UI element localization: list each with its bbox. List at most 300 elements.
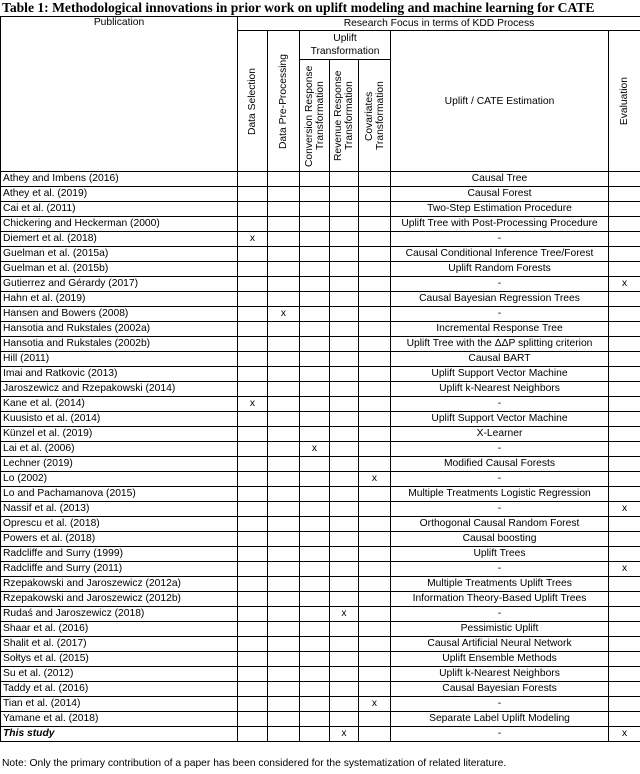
mark-cell: x — [268, 307, 300, 322]
table-row — [1, 307, 640, 322]
mark-cell: x — [609, 277, 640, 292]
publication-cell: Hill (2011) — [1, 352, 238, 367]
mark-cell — [300, 502, 330, 517]
mark-cell — [268, 247, 300, 262]
mark-cell — [359, 592, 391, 607]
mark-cell — [609, 682, 640, 697]
mark-cell — [300, 247, 330, 262]
table-row — [1, 262, 640, 277]
mark-cell — [330, 697, 359, 712]
table-row — [1, 487, 640, 502]
mark-cell — [359, 652, 391, 667]
mark-cell — [359, 727, 391, 742]
mark-cell — [268, 622, 300, 637]
table-row — [1, 547, 640, 562]
data-selection-header: Data Selection — [238, 31, 268, 172]
mark-cell — [300, 397, 330, 412]
publication-cell: Hansen and Bowers (2008) — [1, 307, 238, 322]
table-row — [1, 247, 640, 262]
footnote: Note: Only the primary contribution of a paper has been considered for the systematization of related literature. — [2, 758, 507, 769]
publication-cell: Künzel et al. (2019) — [1, 427, 238, 442]
table-row — [1, 592, 640, 607]
mark-cell — [359, 307, 391, 322]
mark-cell — [238, 382, 268, 397]
table-row — [1, 277, 640, 292]
publication-cell: Radcliffe and Surry (1999) — [1, 547, 238, 562]
mark-cell — [300, 487, 330, 502]
mark-cell — [268, 517, 300, 532]
table-row — [1, 322, 640, 337]
revenue-response-header: Revenue Response Transformation — [330, 60, 359, 172]
mark-cell — [238, 202, 268, 217]
mark-cell — [300, 682, 330, 697]
mark-cell — [238, 652, 268, 667]
table-row — [1, 697, 640, 712]
mark-cell — [609, 397, 640, 412]
mark-cell — [268, 292, 300, 307]
mark-cell — [268, 532, 300, 547]
table-row — [1, 682, 640, 697]
publication-cell: Chickering and Heckerman (2000) — [1, 217, 238, 232]
mark-cell — [609, 457, 640, 472]
mark-cell — [359, 262, 391, 277]
mark-cell — [330, 307, 359, 322]
mark-cell — [359, 412, 391, 427]
mark-cell — [330, 292, 359, 307]
estimation-cell: Uplift Support Vector Machine — [391, 412, 609, 427]
mark-cell — [330, 472, 359, 487]
mark-cell — [238, 457, 268, 472]
estimation-cell: Uplift Tree with Post-Processing Procedure — [391, 217, 609, 232]
mark-cell — [359, 397, 391, 412]
mark-cell — [238, 562, 268, 577]
mark-cell — [300, 637, 330, 652]
mark-cell — [330, 712, 359, 727]
mark-cell — [238, 322, 268, 337]
estimation-cell: Multiple Treatments Logistic Regression — [391, 487, 609, 502]
estimation-cell: Uplift Tree with the ΔΔP splitting criterion — [391, 337, 609, 352]
table-row — [1, 352, 640, 367]
estimation-cell: - — [391, 397, 609, 412]
mark-cell — [300, 427, 330, 442]
publication-cell: Taddy et al. (2016) — [1, 682, 238, 697]
mark-cell — [268, 187, 300, 202]
table-row — [1, 367, 640, 382]
mark-cell — [330, 217, 359, 232]
table-row — [1, 427, 640, 442]
mark-cell — [268, 277, 300, 292]
mark-cell — [238, 427, 268, 442]
mark-cell — [300, 352, 330, 367]
mark-cell — [268, 457, 300, 472]
mark-cell — [359, 352, 391, 367]
mark-cell — [268, 547, 300, 562]
mark-cell — [609, 607, 640, 622]
mark-cell: x — [300, 442, 330, 457]
mark-cell — [268, 232, 300, 247]
mark-cell — [300, 532, 330, 547]
estimation-cell: Causal Bayesian Forests — [391, 682, 609, 697]
mark-cell — [300, 727, 330, 742]
mark-cell — [609, 472, 640, 487]
mark-cell — [359, 517, 391, 532]
mark-cell: x — [238, 232, 268, 247]
evaluation-header: Evaluation — [609, 31, 640, 172]
mark-cell — [268, 637, 300, 652]
table-row — [1, 172, 640, 187]
mark-cell — [609, 337, 640, 352]
uplift-cate-header: Uplift / CATE Estimation — [391, 31, 609, 172]
mark-cell — [330, 487, 359, 502]
table-row — [1, 622, 640, 637]
mark-cell — [238, 547, 268, 562]
table-row — [1, 202, 640, 217]
mark-cell: x — [609, 502, 640, 517]
mark-cell: x — [330, 727, 359, 742]
mark-cell — [238, 172, 268, 187]
estimation-cell: Uplift Random Forests — [391, 262, 609, 277]
mark-cell — [268, 607, 300, 622]
mark-cell: x — [330, 607, 359, 622]
mark-cell — [330, 532, 359, 547]
mark-cell — [300, 517, 330, 532]
mark-cell — [238, 487, 268, 502]
mark-cell — [330, 502, 359, 517]
table-row — [1, 472, 640, 487]
mark-cell — [359, 622, 391, 637]
publication-header: Publication — [1, 17, 238, 172]
mark-cell — [359, 532, 391, 547]
mark-cell — [238, 502, 268, 517]
mark-cell — [238, 697, 268, 712]
mark-cell — [268, 727, 300, 742]
mark-cell — [330, 262, 359, 277]
mark-cell — [238, 247, 268, 262]
mark-cell — [238, 367, 268, 382]
publication-cell: Shaar et al. (2016) — [1, 622, 238, 637]
mark-cell — [359, 502, 391, 517]
mark-cell — [268, 682, 300, 697]
mark-cell — [238, 577, 268, 592]
mark-cell — [609, 412, 640, 427]
estimation-cell: - — [391, 727, 609, 742]
mark-cell — [268, 412, 300, 427]
mark-cell — [268, 577, 300, 592]
mark-cell — [330, 322, 359, 337]
mark-cell — [268, 592, 300, 607]
mark-cell — [238, 412, 268, 427]
mark-cell — [238, 532, 268, 547]
mark-cell — [330, 412, 359, 427]
mark-cell — [330, 277, 359, 292]
mark-cell — [300, 367, 330, 382]
publication-cell: Radcliffe and Surry (2011) — [1, 562, 238, 577]
mark-cell — [300, 187, 330, 202]
estimation-cell: - — [391, 277, 609, 292]
table-title: Table 1: Methodological innovations in prior work on uplift modeling and machine learning for CATE — [2, 0, 595, 15]
mark-cell — [330, 397, 359, 412]
mark-cell — [609, 517, 640, 532]
mark-cell — [609, 622, 640, 637]
mark-cell — [330, 682, 359, 697]
mark-cell — [359, 712, 391, 727]
mark-cell — [268, 172, 300, 187]
mark-cell — [300, 232, 330, 247]
mark-cell — [330, 172, 359, 187]
mark-cell — [300, 577, 330, 592]
mark-cell — [238, 337, 268, 352]
mark-cell — [238, 262, 268, 277]
publication-cell: Athey and Imbens (2016) — [1, 172, 238, 187]
mark-cell — [359, 277, 391, 292]
mark-cell — [300, 457, 330, 472]
mark-cell — [359, 187, 391, 202]
table-body — [1, 172, 640, 742]
mark-cell — [609, 652, 640, 667]
estimation-cell: Modified Causal Forests — [391, 457, 609, 472]
estimation-cell: Causal Forest — [391, 187, 609, 202]
mark-cell — [609, 232, 640, 247]
mark-cell — [300, 292, 330, 307]
table-row — [1, 217, 640, 232]
mark-cell — [330, 442, 359, 457]
mark-cell — [300, 607, 330, 622]
table-row — [1, 337, 640, 352]
mark-cell — [300, 712, 330, 727]
uplift-transformation-header: Uplift Transformation — [300, 31, 391, 60]
mark-cell — [300, 472, 330, 487]
mark-cell — [609, 352, 640, 367]
estimation-cell: - — [391, 607, 609, 622]
publication-cell: Rzepakowski and Jaroszewicz (2012a) — [1, 577, 238, 592]
estimation-cell: Orthogonal Causal Random Forest — [391, 517, 609, 532]
mark-cell — [238, 607, 268, 622]
publication-cell: Lai et al. (2006) — [1, 442, 238, 457]
mark-cell — [359, 367, 391, 382]
table-row — [1, 397, 640, 412]
estimation-cell: Pessimistic Uplift — [391, 622, 609, 637]
mark-cell — [609, 577, 640, 592]
covariates-header: Covariates Transformation — [359, 60, 391, 172]
mark-cell — [359, 547, 391, 562]
table-row — [1, 532, 640, 547]
publication-cell: Hansotia and Rukstales (2002b) — [1, 337, 238, 352]
mark-cell — [238, 307, 268, 322]
mark-cell — [268, 322, 300, 337]
literature-table — [0, 16, 640, 742]
mark-cell — [609, 307, 640, 322]
mark-cell — [268, 352, 300, 367]
mark-cell — [268, 337, 300, 352]
mark-cell — [609, 592, 640, 607]
mark-cell: x — [609, 727, 640, 742]
mark-cell: x — [609, 562, 640, 577]
conversion-response-header: Conversion Response Transformation — [300, 60, 330, 172]
mark-cell — [238, 712, 268, 727]
mark-cell — [300, 622, 330, 637]
publication-cell: Jaroszewicz and Rzepakowski (2014) — [1, 382, 238, 397]
estimation-cell: Causal boosting — [391, 532, 609, 547]
publication-cell: Lo (2002) — [1, 472, 238, 487]
mark-cell — [359, 577, 391, 592]
estimation-cell: - — [391, 232, 609, 247]
mark-cell — [609, 382, 640, 397]
mark-cell — [238, 352, 268, 367]
mark-cell — [609, 217, 640, 232]
estimation-cell: Causal Artificial Neural Network — [391, 637, 609, 652]
mark-cell — [609, 697, 640, 712]
mark-cell — [268, 652, 300, 667]
mark-cell — [268, 667, 300, 682]
mark-cell: x — [359, 472, 391, 487]
mark-cell — [300, 412, 330, 427]
publication-cell: Athey et al. (2019) — [1, 187, 238, 202]
mark-cell — [330, 247, 359, 262]
estimation-cell: Two-Step Estimation Procedure — [391, 202, 609, 217]
estimation-cell: Causal Conditional Inference Tree/Forest — [391, 247, 609, 262]
mark-cell — [268, 262, 300, 277]
mark-cell — [330, 517, 359, 532]
mark-cell — [238, 667, 268, 682]
publication-cell: Sołtys et al. (2015) — [1, 652, 238, 667]
publication-cell: Guelman et al. (2015b) — [1, 262, 238, 277]
mark-cell — [268, 487, 300, 502]
publication-cell: Rudaś and Jaroszewicz (2018) — [1, 607, 238, 622]
mark-cell — [238, 442, 268, 457]
estimation-cell: - — [391, 562, 609, 577]
mark-cell — [300, 202, 330, 217]
mark-cell — [330, 337, 359, 352]
mark-cell — [300, 172, 330, 187]
publication-cell: Lo and Pachamanova (2015) — [1, 487, 238, 502]
mark-cell — [238, 187, 268, 202]
estimation-cell: Separate Label Uplift Modeling — [391, 712, 609, 727]
mark-cell — [300, 322, 330, 337]
mark-cell — [330, 667, 359, 682]
mark-cell — [268, 397, 300, 412]
mark-cell — [300, 382, 330, 397]
estimation-cell: - — [391, 442, 609, 457]
mark-cell — [268, 697, 300, 712]
estimation-cell: - — [391, 472, 609, 487]
mark-cell — [268, 712, 300, 727]
estimation-cell: Uplift k-Nearest Neighbors — [391, 667, 609, 682]
mark-cell — [609, 667, 640, 682]
mark-cell — [268, 562, 300, 577]
mark-cell — [359, 247, 391, 262]
mark-cell — [300, 547, 330, 562]
publication-cell: Tian et al. (2014) — [1, 697, 238, 712]
mark-cell — [359, 322, 391, 337]
mark-cell — [300, 652, 330, 667]
mark-cell — [300, 262, 330, 277]
publication-cell: This study — [1, 727, 238, 742]
mark-cell — [238, 292, 268, 307]
mark-cell — [609, 367, 640, 382]
publication-cell: Kuusisto et al. (2014) — [1, 412, 238, 427]
mark-cell — [300, 277, 330, 292]
mark-cell — [359, 382, 391, 397]
mark-cell — [268, 367, 300, 382]
mark-cell — [238, 277, 268, 292]
mark-cell — [330, 367, 359, 382]
publication-cell: Hahn et al. (2019) — [1, 292, 238, 307]
publication-cell: Oprescu et al. (2018) — [1, 517, 238, 532]
estimation-cell: Information Theory-Based Uplift Trees — [391, 592, 609, 607]
estimation-cell: X-Learner — [391, 427, 609, 442]
publication-cell: Diemert et al. (2018) — [1, 232, 238, 247]
mark-cell — [359, 487, 391, 502]
table-row — [1, 577, 640, 592]
research-focus-header: Research Focus in terms of KDD Process — [238, 17, 640, 31]
mark-cell — [609, 487, 640, 502]
publication-cell: Cai et al. (2011) — [1, 202, 238, 217]
mark-cell — [238, 592, 268, 607]
estimation-cell: Causal BART — [391, 352, 609, 367]
mark-cell — [268, 382, 300, 397]
mark-cell — [359, 607, 391, 622]
mark-cell — [300, 337, 330, 352]
publication-cell: Guelman et al. (2015a) — [1, 247, 238, 262]
table-row — [1, 727, 640, 742]
mark-cell — [300, 307, 330, 322]
mark-cell — [609, 547, 640, 562]
mark-cell — [609, 292, 640, 307]
estimation-cell: Uplift Support Vector Machine — [391, 367, 609, 382]
mark-cell — [268, 217, 300, 232]
table-row — [1, 607, 640, 622]
mark-cell — [330, 577, 359, 592]
mark-cell — [330, 562, 359, 577]
estimation-cell: - — [391, 697, 609, 712]
table-row — [1, 232, 640, 247]
mark-cell — [330, 382, 359, 397]
mark-cell — [268, 202, 300, 217]
mark-cell — [238, 622, 268, 637]
mark-cell — [359, 457, 391, 472]
mark-cell — [330, 547, 359, 562]
estimation-cell: - — [391, 307, 609, 322]
table-row — [1, 517, 640, 532]
mark-cell — [330, 187, 359, 202]
table-row — [1, 442, 640, 457]
mark-cell — [330, 457, 359, 472]
table-row — [1, 292, 640, 307]
mark-cell — [609, 187, 640, 202]
publication-cell: Imai and Ratkovic (2013) — [1, 367, 238, 382]
mark-cell — [300, 667, 330, 682]
mark-cell: x — [238, 397, 268, 412]
mark-cell — [359, 292, 391, 307]
data-preprocessing-header: Data Pre-Processing — [268, 31, 300, 172]
mark-cell — [238, 727, 268, 742]
table-row — [1, 652, 640, 667]
publication-cell: Rzepakowski and Jaroszewicz (2012b) — [1, 592, 238, 607]
mark-cell — [330, 637, 359, 652]
mark-cell — [609, 172, 640, 187]
mark-cell — [238, 472, 268, 487]
publication-cell: Yamane et al. (2018) — [1, 712, 238, 727]
mark-cell — [268, 502, 300, 517]
mark-cell — [300, 697, 330, 712]
mark-cell — [300, 562, 330, 577]
estimation-cell: Incremental Response Tree — [391, 322, 609, 337]
mark-cell — [609, 532, 640, 547]
mark-cell — [359, 682, 391, 697]
publication-cell: Shalit et al. (2017) — [1, 637, 238, 652]
estimation-cell: - — [391, 502, 609, 517]
estimation-cell: Multiple Treatments Uplift Trees — [391, 577, 609, 592]
